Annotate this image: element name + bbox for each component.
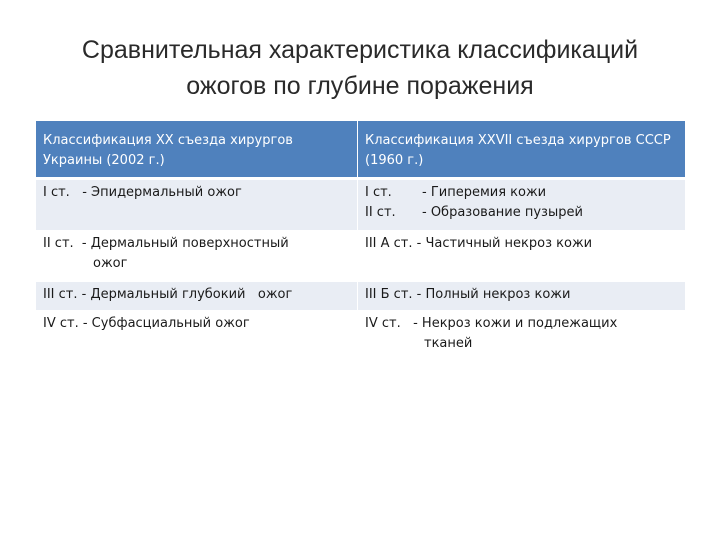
right-entry-1 [365,183,679,203]
cell-degree-3a-right: III А ст. - Частичный некроз кожи [358,231,685,282]
cell-text-line-1: II ст. - Дермальный поверхностный [43,236,289,251]
right-entry-2 [365,203,679,223]
cell-degree-4-left: IV ст. - Субфасциальный ожог [36,311,358,362]
degree-description: - Гиперемия кожи [422,185,547,200]
table-row [36,231,685,282]
cell-degree-1-right [358,180,685,231]
table-header-row [36,121,685,180]
comparison-table [36,121,685,362]
slide-title-line-1: Сравнительная характеристика классификаций [81,36,639,64]
cell-degree-3b-right: III Б ст. - Полный некроз кожи [358,282,685,311]
cell-text-line-2: ожог [93,256,128,271]
cell-text-line-1: IV ст. - Некроз кожи и подлежащих [365,316,618,331]
cell-degree-3-left: III ст. - Дермальный глубокий ожог [36,282,358,311]
table-row [36,282,685,311]
cell-degree-1-left: I ст. - Эпидермальный ожог [36,180,358,231]
table-row [36,311,685,362]
degree-description: - Образование пузырей [422,205,583,220]
degree-label: I ст. [365,185,392,200]
cell-text-line-2: тканей [424,336,473,351]
slide-title-line-2: ожогов по глубине поражения [186,72,534,100]
degree-label: II ст. [365,205,396,220]
header-ukraine-classification: Классификация XX съезда хирургов Украины (2002 г.) [36,121,358,180]
header-ussr-classification: Классификация XXVII съезда хирургов СССР (1960 г.) [358,121,685,180]
cell-degree-2-left [36,231,358,282]
table-row [36,180,685,231]
slide-title [40,32,680,104]
cell-degree-4-right [358,311,685,362]
